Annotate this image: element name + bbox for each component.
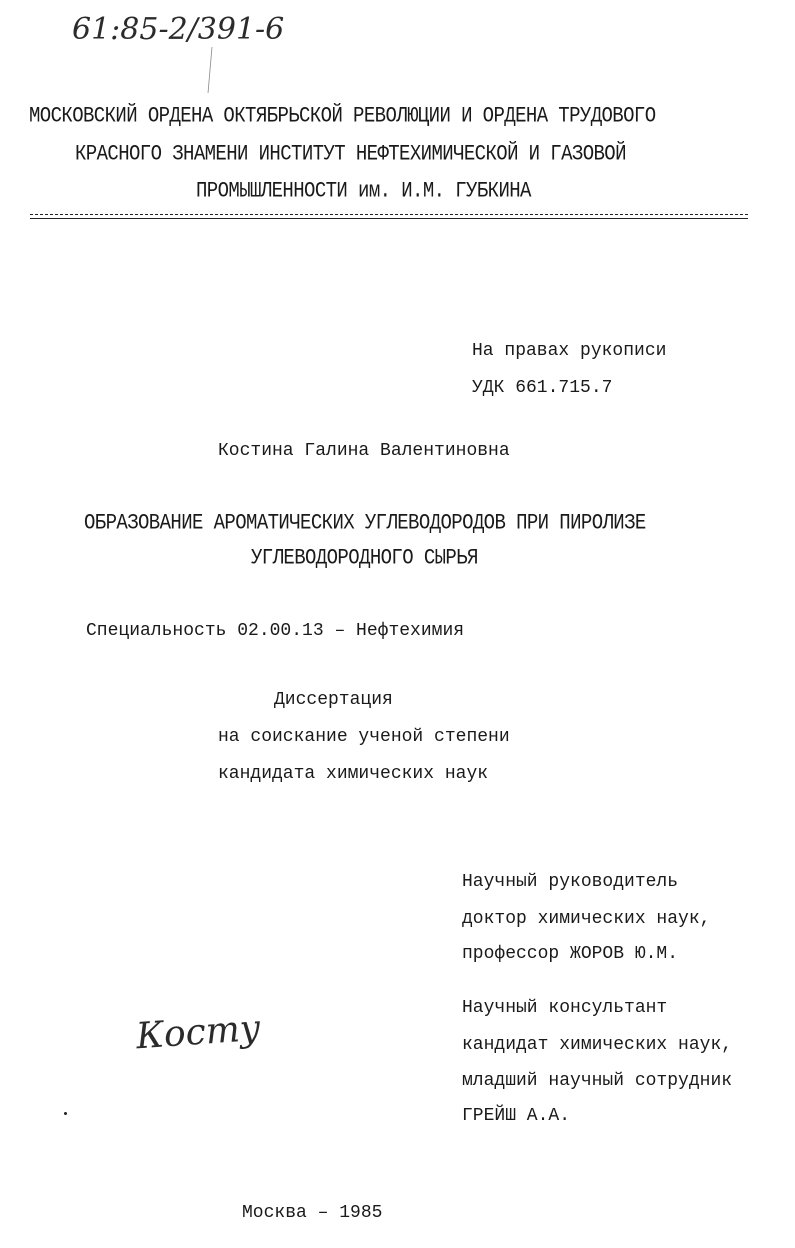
dissertation-line-1: Диссертация <box>274 690 393 710</box>
institution-line-3: ПРОМЫШЛЕННОСТИ им. И.М. ГУБКИНА <box>196 178 531 204</box>
handwritten-signature: Косту <box>134 1007 262 1058</box>
supervisor-line-1: Научный руководитель <box>462 872 679 892</box>
title-line-1: ОБРАЗОВАНИЕ АРОМАТИЧЕСКИХ УГЛЕВОДОРОДОВ ПРИ ПИРОЛИЗЕ <box>84 510 646 536</box>
consultant-line-2: кандидат химических наук, <box>462 1035 733 1055</box>
institution-line-1: МОСКОВСКИЙ ОРДЕНА ОКТЯБРЬСКОЙ РЕВОЛЮЦИИ И ОРДЕНА ТРУДОВОГО <box>29 103 656 129</box>
consultant-line-1: Научный консультант <box>462 998 668 1018</box>
manuscript-rights: На правах рукописи <box>472 341 667 361</box>
specialty: Специальность 02.00.13 – Нефтехимия <box>86 621 465 641</box>
city-year: Москва – 1985 <box>242 1203 383 1223</box>
author-name: Костина Галина Валентиновна <box>218 441 510 461</box>
dissertation-line-3: кандидата химических наук <box>218 764 489 784</box>
title-line-2: УГЛЕВОДОРОДНОГО СЫРЬЯ <box>251 545 478 571</box>
archive-slash-stroke <box>200 45 220 95</box>
header-divider <box>30 214 748 215</box>
header-divider-second <box>30 218 748 219</box>
ink-dot <box>64 1112 67 1115</box>
udc-code: УДК 661.715.7 <box>472 378 613 398</box>
consultant-line-4: ГРЕЙШ А.А. <box>462 1106 571 1126</box>
consultant-line-3: младший научный сотрудник <box>462 1071 733 1091</box>
institution-line-2: КРАСНОГО ЗНАМЕНИ ИНСТИТУТ НЕФТЕХИМИЧЕСКОЙ И ГАЗОВОЙ <box>75 141 626 167</box>
dissertation-line-2: на соискание ученой степени <box>218 727 510 747</box>
supervisor-line-2: доктор химических наук, <box>462 909 711 929</box>
archive-number: 61:85-2/391-6 <box>72 12 285 47</box>
supervisor-line-3: профессор ЖОРОВ Ю.М. <box>462 944 679 964</box>
